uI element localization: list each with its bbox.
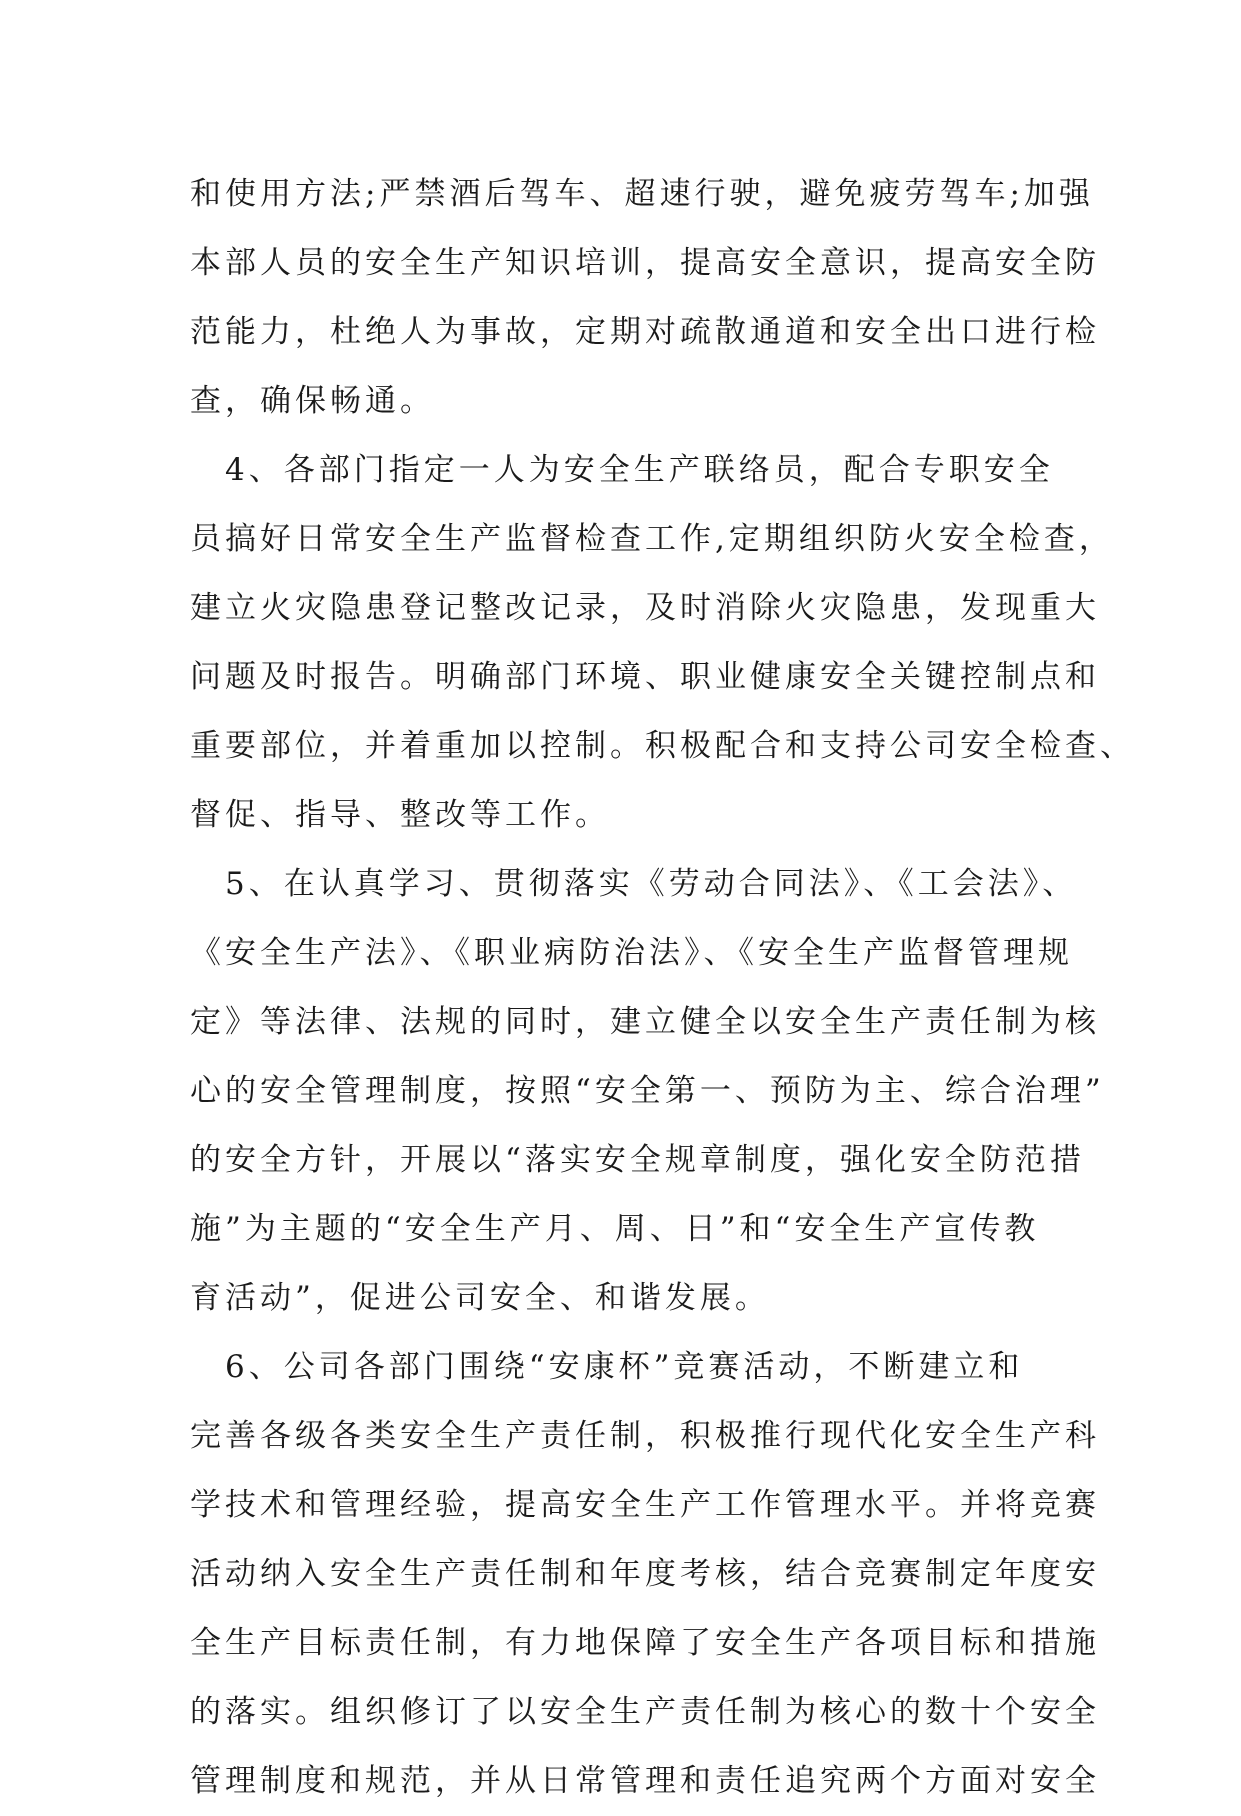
text-line: 全生产目标责任制，有力地保障了安全生产各项目标和措施 [190, 1625, 1100, 1661]
text-line: 查，确保畅通。 [190, 383, 435, 419]
text-line: 的落实。组织修订了以安全生产责任制为核心的数十个安全 [190, 1694, 1100, 1730]
text-line: 心的安全管理制度，按照“安全第一、预防为主、综合治理” [190, 1073, 1105, 1109]
text-line: 活动纳入安全生产责任制和年度考核，结合竞赛制定年度安 [190, 1556, 1100, 1592]
text-line: 学技术和管理经验，提高安全生产工作管理水平。并将竞赛 [190, 1487, 1100, 1523]
text-line: 本部人员的安全生产知识培训，提高安全意识，提高安全防 [190, 245, 1100, 281]
text-line: 问题及时报告。明确部门环境、职业健康安全关键控制点和 [190, 659, 1100, 695]
text-line: 重要部位，并着重加以控制。积极配合和支持公司安全检查、 [190, 728, 1135, 764]
text-line: 6、公司各部门围绕“安康杯”竞赛活动，不断建立和 [190, 1349, 1024, 1385]
text-line: 育活动”，促进公司安全、和谐发展。 [190, 1280, 770, 1316]
text-line: 督促、指导、整改等工作。 [190, 797, 610, 833]
text-line: 《安全生产法》、《职业病防治法》、《安全生产监督管理规 [190, 935, 1073, 971]
text-line: 建立火灾隐患登记整改记录，及时消除火灾隐患，发现重大 [190, 590, 1100, 626]
text-line: 4、各部门指定一人为安全生产联络员，配合专职安全 [190, 452, 1054, 488]
text-line: 的安全方针，开展以“落实安全规章制度，强化安全防范措 [190, 1142, 1085, 1178]
document-body [190, 160, 1135, 1816]
text-line: 5、在认真学习、贯彻落实《劳动合同法》、《工会法》、 [190, 866, 1078, 902]
text-line: 完善各级各类安全生产责任制，积极推行现代化安全生产科 [190, 1418, 1100, 1454]
text-line: 和使用方法;严禁酒后驾车、超速行驶，避免疲劳驾车;加强 [190, 176, 1094, 212]
text-line: 管理制度和规范，并从日常管理和责任追究两个方面对安全 [190, 1763, 1100, 1799]
text-line: 范能力，杜绝人为事故，定期对疏散通道和安全出口进行检 [190, 314, 1100, 350]
text-line: 定》等法律、法规的同时，建立健全以安全生产责任制为核 [190, 1004, 1100, 1040]
text-line: 施”为主题的“安全生产月、周、日”和“安全生产宣传教 [190, 1211, 1040, 1247]
text-line: 员搞好日常安全生产监督检查工作,定期组织防火安全检查， [190, 521, 1114, 557]
